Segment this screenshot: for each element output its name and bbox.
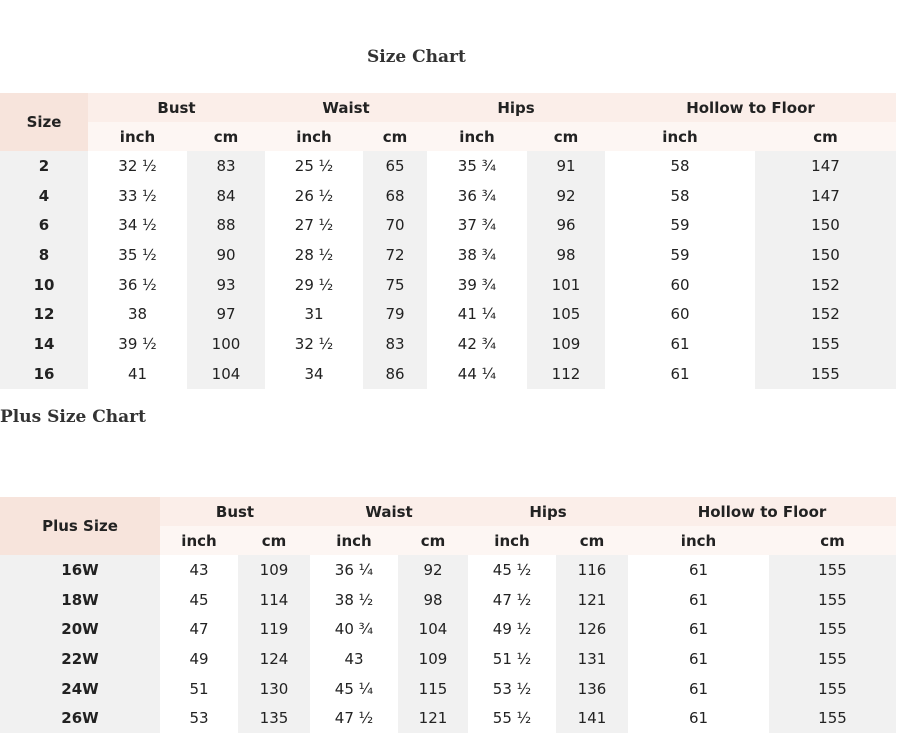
- value-cell: 31: [265, 299, 363, 329]
- unit-header: inch: [468, 526, 556, 555]
- value-cell: 51: [160, 674, 238, 704]
- value-cell: 83: [187, 151, 265, 181]
- unit-header: cm: [527, 122, 605, 151]
- value-cell: 27 ½: [265, 210, 363, 240]
- unit-header: cm: [556, 526, 628, 555]
- group-header-bust: Bust: [88, 93, 265, 122]
- value-cell: 152: [755, 270, 896, 300]
- value-cell: 119: [238, 614, 310, 644]
- value-cell: 136: [556, 674, 628, 704]
- size-cell: 2: [0, 151, 88, 181]
- value-cell: 38 ¾: [427, 240, 527, 270]
- value-cell: 155: [769, 674, 896, 704]
- value-cell: 41 ¼: [427, 299, 527, 329]
- table-row: [0, 674, 896, 704]
- value-cell: 86: [363, 359, 427, 389]
- table-row: [0, 210, 896, 240]
- value-cell: 130: [238, 674, 310, 704]
- value-cell: 41: [88, 359, 187, 389]
- table-row: [0, 329, 896, 359]
- value-cell: 90: [187, 240, 265, 270]
- value-cell: 147: [755, 151, 896, 181]
- table-row: [0, 585, 896, 615]
- value-cell: 112: [527, 359, 605, 389]
- value-cell: 39 ¾: [427, 270, 527, 300]
- table-row: [0, 299, 896, 329]
- group-header-hips: Hips: [468, 497, 628, 526]
- value-cell: 61: [628, 555, 769, 585]
- value-cell: 44 ¼: [427, 359, 527, 389]
- unit-header: inch: [605, 122, 755, 151]
- value-cell: 33 ½: [88, 181, 187, 211]
- value-cell: 53 ½: [468, 674, 556, 704]
- value-cell: 84: [187, 181, 265, 211]
- value-cell: 100: [187, 329, 265, 359]
- value-cell: 35 ½: [88, 240, 187, 270]
- value-cell: 109: [238, 555, 310, 585]
- value-cell: 34: [265, 359, 363, 389]
- value-cell: 43: [160, 555, 238, 585]
- value-cell: 155: [769, 585, 896, 615]
- value-cell: 34 ½: [88, 210, 187, 240]
- unit-header: cm: [363, 122, 427, 151]
- plus-size-chart-table: [0, 497, 896, 733]
- value-cell: 124: [238, 644, 310, 674]
- size-header: Size: [0, 93, 88, 151]
- value-cell: 29 ½: [265, 270, 363, 300]
- size-cell: 4: [0, 181, 88, 211]
- value-cell: 121: [556, 585, 628, 615]
- value-cell: 37 ¾: [427, 210, 527, 240]
- table-row: [0, 240, 896, 270]
- unit-header: inch: [628, 526, 769, 555]
- unit-header: inch: [427, 122, 527, 151]
- value-cell: 91: [527, 151, 605, 181]
- value-cell: 79: [363, 299, 427, 329]
- value-cell: 65: [363, 151, 427, 181]
- value-cell: 58: [605, 151, 755, 181]
- value-cell: 47: [160, 614, 238, 644]
- unit-header: cm: [769, 526, 896, 555]
- value-cell: 109: [398, 644, 468, 674]
- value-cell: 35 ¾: [427, 151, 527, 181]
- value-cell: 61: [628, 585, 769, 615]
- value-cell: 121: [398, 703, 468, 733]
- value-cell: 101: [527, 270, 605, 300]
- size-cell: 20W: [0, 614, 160, 644]
- value-cell: 155: [755, 329, 896, 359]
- value-cell: 104: [398, 614, 468, 644]
- table-row: [0, 614, 896, 644]
- value-cell: 49: [160, 644, 238, 674]
- group-header-waist: Waist: [265, 93, 427, 122]
- size-cell: 26W: [0, 703, 160, 733]
- value-cell: 98: [527, 240, 605, 270]
- value-cell: 98: [398, 585, 468, 615]
- group-header-bust: Bust: [160, 497, 310, 526]
- size-cell: 6: [0, 210, 88, 240]
- value-cell: 39 ½: [88, 329, 187, 359]
- value-cell: 45 ¼: [310, 674, 398, 704]
- value-cell: 115: [398, 674, 468, 704]
- value-cell: 49 ½: [468, 614, 556, 644]
- value-cell: 32 ½: [88, 151, 187, 181]
- group-header-hollow-to-floor: Hollow to Floor: [605, 93, 896, 122]
- value-cell: 104: [187, 359, 265, 389]
- size-cell: 14: [0, 329, 88, 359]
- value-cell: 152: [755, 299, 896, 329]
- size-cell: 12: [0, 299, 88, 329]
- value-cell: 92: [398, 555, 468, 585]
- value-cell: 150: [755, 240, 896, 270]
- plus-size-chart-title: Plus Size Chart: [0, 407, 146, 427]
- unit-header: inch: [160, 526, 238, 555]
- group-header-waist: Waist: [310, 497, 468, 526]
- value-cell: 32 ½: [265, 329, 363, 359]
- value-cell: 116: [556, 555, 628, 585]
- unit-header: inch: [265, 122, 363, 151]
- unit-header: cm: [238, 526, 310, 555]
- value-cell: 93: [187, 270, 265, 300]
- size-chart-title: Size Chart: [367, 47, 466, 67]
- value-cell: 45 ½: [468, 555, 556, 585]
- value-cell: 150: [755, 210, 896, 240]
- value-cell: 36 ¼: [310, 555, 398, 585]
- table-row: [0, 555, 896, 585]
- value-cell: 68: [363, 181, 427, 211]
- value-cell: 42 ¾: [427, 329, 527, 359]
- value-cell: 25 ½: [265, 151, 363, 181]
- unit-header: cm: [187, 122, 265, 151]
- size-cell: 18W: [0, 585, 160, 615]
- value-cell: 114: [238, 585, 310, 615]
- value-cell: 36 ½: [88, 270, 187, 300]
- value-cell: 155: [769, 644, 896, 674]
- value-cell: 60: [605, 299, 755, 329]
- value-cell: 43: [310, 644, 398, 674]
- value-cell: 59: [605, 210, 755, 240]
- value-cell: 72: [363, 240, 427, 270]
- group-header-hips: Hips: [427, 93, 605, 122]
- value-cell: 61: [605, 329, 755, 359]
- unit-header: inch: [310, 526, 398, 555]
- group-header-hollow-to-floor: Hollow to Floor: [628, 497, 896, 526]
- size-cell: 16W: [0, 555, 160, 585]
- value-cell: 92: [527, 181, 605, 211]
- value-cell: 47 ½: [310, 703, 398, 733]
- value-cell: 70: [363, 210, 427, 240]
- value-cell: 58: [605, 181, 755, 211]
- table-row: [0, 270, 896, 300]
- value-cell: 97: [187, 299, 265, 329]
- value-cell: 61: [628, 644, 769, 674]
- value-cell: 155: [755, 359, 896, 389]
- size-cell: 8: [0, 240, 88, 270]
- value-cell: 53: [160, 703, 238, 733]
- value-cell: 60: [605, 270, 755, 300]
- value-cell: 109: [527, 329, 605, 359]
- size-cell: 16: [0, 359, 88, 389]
- value-cell: 61: [605, 359, 755, 389]
- unit-header: cm: [755, 122, 896, 151]
- value-cell: 38: [88, 299, 187, 329]
- value-cell: 126: [556, 614, 628, 644]
- value-cell: 59: [605, 240, 755, 270]
- value-cell: 96: [527, 210, 605, 240]
- value-cell: 83: [363, 329, 427, 359]
- unit-header: inch: [88, 122, 187, 151]
- value-cell: 105: [527, 299, 605, 329]
- plus-size-header: Plus Size: [0, 497, 160, 555]
- value-cell: 45: [160, 585, 238, 615]
- table-row: [0, 644, 896, 674]
- unit-header: cm: [398, 526, 468, 555]
- size-chart-table: [0, 93, 896, 389]
- value-cell: 131: [556, 644, 628, 674]
- value-cell: 135: [238, 703, 310, 733]
- table-row: [0, 359, 896, 389]
- value-cell: 55 ½: [468, 703, 556, 733]
- table-row: [0, 151, 896, 181]
- value-cell: 147: [755, 181, 896, 211]
- table-row: [0, 181, 896, 211]
- size-cell: 24W: [0, 674, 160, 704]
- value-cell: 141: [556, 703, 628, 733]
- value-cell: 75: [363, 270, 427, 300]
- value-cell: 155: [769, 703, 896, 733]
- value-cell: 28 ½: [265, 240, 363, 270]
- value-cell: 155: [769, 555, 896, 585]
- size-cell: 10: [0, 270, 88, 300]
- size-cell: 22W: [0, 644, 160, 674]
- value-cell: 36 ¾: [427, 181, 527, 211]
- value-cell: 155: [769, 614, 896, 644]
- value-cell: 88: [187, 210, 265, 240]
- value-cell: 47 ½: [468, 585, 556, 615]
- value-cell: 61: [628, 674, 769, 704]
- value-cell: 38 ½: [310, 585, 398, 615]
- value-cell: 61: [628, 703, 769, 733]
- value-cell: 26 ½: [265, 181, 363, 211]
- value-cell: 61: [628, 614, 769, 644]
- value-cell: 51 ½: [468, 644, 556, 674]
- table-row: [0, 703, 896, 733]
- value-cell: 40 ¾: [310, 614, 398, 644]
